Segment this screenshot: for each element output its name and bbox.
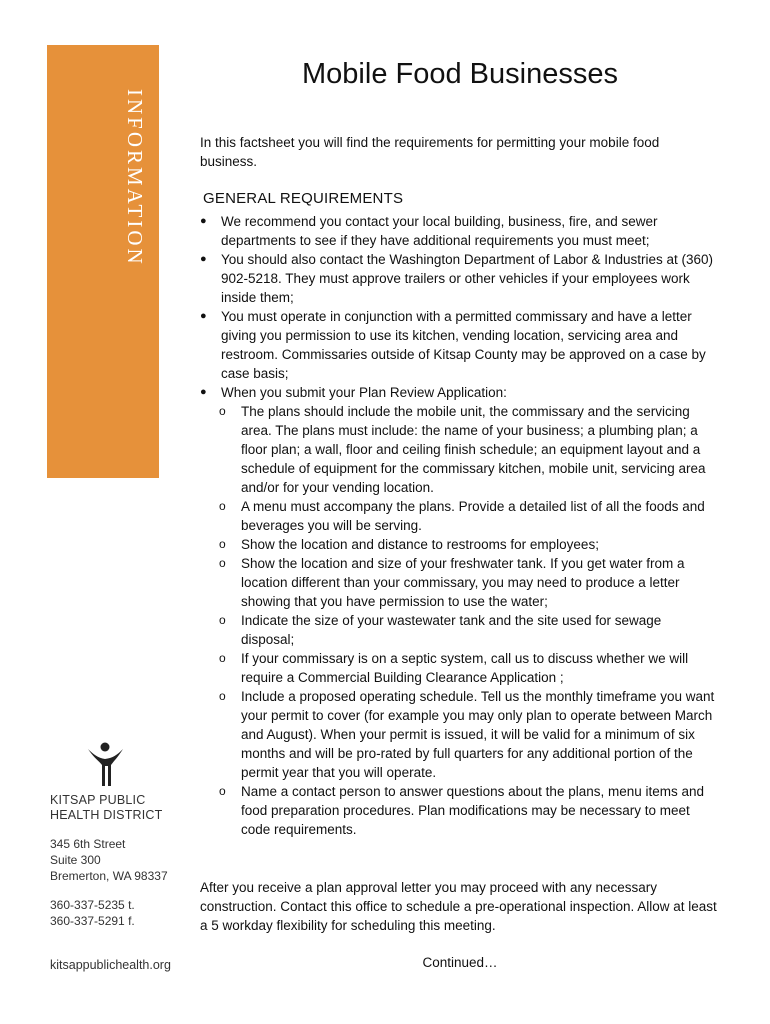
circle-bullet-icon: o	[219, 689, 226, 703]
address-block	[50, 836, 168, 884]
list-item-text: We recommend you contact your local building, business, fire, and sewer departments to see if they have additional requirements you must meet;	[221, 214, 658, 248]
continued-note: Continued…	[422, 955, 498, 970]
circle-bullet-icon: o	[219, 537, 226, 551]
list-item-text: When you submit your Plan Review Application:	[221, 385, 507, 400]
sub-list-item	[196, 649, 718, 687]
circle-bullet-icon: o	[219, 404, 226, 418]
address-line: Bremerton, WA 98337	[50, 869, 168, 883]
address-line: Suite 300	[50, 853, 101, 867]
closing-paragraph: After you receive a plan approval letter you may proceed with any necessary construction. Contact this office to schedule a pre-operational inspection. Allow at least a 5 workday flexibility for scheduling this meeting.	[200, 880, 717, 933]
sub-list-item-text: The plans should include the mobile unit, the commissary and the servicing area. The plans must include: the name of your business; a plumbing plan; a floor plan; a wall, floor and ceiling finish schedule; an equipment layout and a schedule of equipment for the commissary kitchen, mobile unit, servicing area and/or for your vending location.	[241, 404, 706, 495]
list-item	[196, 250, 718, 307]
sub-list-item-text: Indicate the size of your wastewater tank and the site used for sewage disposal;	[241, 613, 662, 647]
sub-list-item	[196, 554, 718, 611]
requirements-list	[196, 212, 718, 839]
list-item	[196, 307, 718, 383]
address-line: 345 6th Street	[50, 837, 126, 851]
list-item-text: You must operate in conjunction with a permitted commissary and have a letter giving you permission to use its kitchen, vending location, servicing area and restroom. Commissaries outside of Kitsap County may be approved on a case by case basis;	[221, 309, 706, 381]
information-label: INFORMATION	[123, 89, 147, 267]
sub-list-item-text: Show the location and distance to restrooms for employees;	[241, 537, 599, 552]
sub-list-item-text: A menu must accompany the plans. Provide a detailed list of all the foods and beverages you will be serving.	[241, 499, 705, 533]
sub-list-item	[196, 611, 718, 649]
sub-list-item	[196, 687, 718, 782]
circle-bullet-icon: o	[219, 556, 226, 570]
circle-bullet-icon: o	[219, 651, 226, 665]
sub-list-item	[196, 497, 718, 535]
phone-line: 360-337-5235 t.	[50, 898, 135, 912]
org-line-1: KITSAP PUBLIC	[50, 793, 146, 807]
list-item-text: You should also contact the Washington Department of Labor & Industries at (360) 902-5218. They must approve trailers or other vehicles if your employees work inside them;	[221, 252, 714, 305]
org-line-2: HEALTH DISTRICT	[50, 808, 163, 822]
org-name	[50, 793, 163, 823]
circle-bullet-icon: o	[219, 784, 226, 798]
list-item	[196, 383, 718, 839]
circle-bullet-icon: o	[219, 613, 226, 627]
sub-list-item-text: Show the location and size of your freshwater tank. If you get water from a location different than your commissary, you may need to produce a letter showing that you have permission to use the water;	[241, 556, 685, 609]
circle-bullet-icon: o	[219, 499, 226, 513]
intro-paragraph: In this factsheet you will find the requirements for permitting your mobile food business.	[200, 135, 660, 169]
website-link[interactable]: kitsappublichealth.org	[50, 958, 171, 972]
phone-block	[50, 897, 135, 929]
sub-list-item	[196, 535, 718, 554]
sub-list-item-text: Include a proposed operating schedule. Tell us the monthly timeframe you want your permit to cover (for example you may only plan to operate between March and August). When your permit is issued, it will be valid for a minimum of six months and will be pro-rated by full quarters for any additional portion of the permit year that you will operate.	[241, 689, 715, 780]
bullet-icon: ●	[200, 215, 207, 227]
section-heading: GENERAL REQUIREMENTS	[203, 190, 404, 207]
page-title: Mobile Food Businesses	[302, 58, 618, 90]
sub-list-item-text: Name a contact person to answer questions about the plans, menu items and food preparation procedures. Plan modifications may be necessary to meet code requirements.	[241, 784, 705, 837]
bullet-icon: ●	[200, 310, 207, 322]
sub-list-item	[196, 782, 718, 839]
bullet-icon: ●	[200, 253, 207, 265]
person-figure-icon	[84, 740, 126, 788]
list-item	[196, 212, 718, 250]
fax-line: 360-337-5291 f.	[50, 914, 135, 928]
bullet-icon: ●	[200, 386, 207, 398]
sub-list-item	[196, 402, 718, 497]
sub-list-item-text: If your commissary is on a septic system, call us to discuss whether we will require a Commercial Building Clearance Application ;	[241, 651, 689, 685]
sidebar-band	[47, 45, 159, 478]
